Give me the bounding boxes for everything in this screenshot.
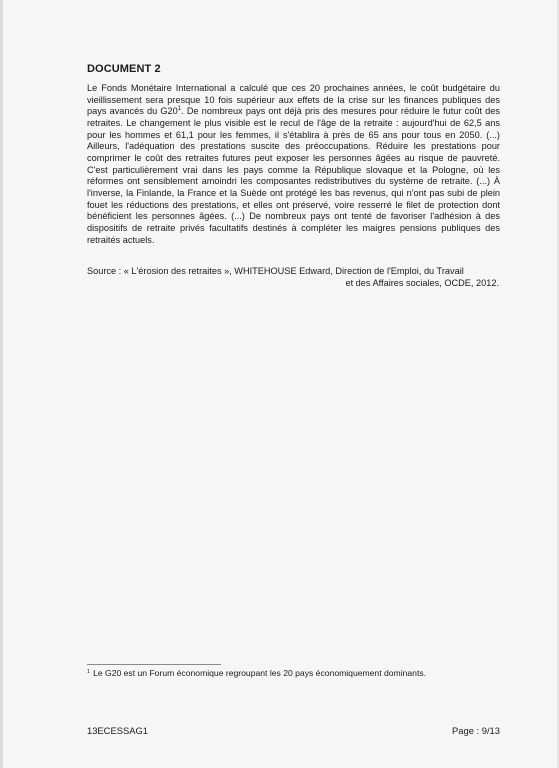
footnote-text: Le G20 est un Forum économique regroupant les 20 pays économiquement dominants.: [93, 668, 427, 678]
footer-document-code: 13ECESSAG1: [87, 725, 148, 736]
footnote-separator: [87, 664, 221, 665]
document-title: DOCUMENT 2: [87, 63, 161, 75]
footer-page-number: Page : 9/13: [452, 725, 500, 736]
source-line-2: et des Affaires sociales, OCDE, 2012.: [345, 277, 499, 288]
footnote: [87, 667, 500, 679]
document-paragraph: [87, 83, 500, 246]
footnote-reference: 1: [177, 106, 182, 113]
paragraph-text-part2: . De nombreux pays ont déjà pris des mesures pour réduire le futur coût des retraites. Le changement le plus visible est le recul de l'âge de la retraite : aujourd'hui de 62,5 ans pour les hommes et 61,1 pour les femmes, il s'établira à près de 65 ans pour tous en 2050. (...) Ailleurs, l'adéquation des prestations suscite des préoccupations. Réduire les prestations pour comprimer le coût des retraites futures peut exposer les personnes âgées au risque de pauvreté. C'est particulièrement vrai dans les pays comme la République slovaque et la Pologne, où les réformes ont sensiblement amoindri les composantes redistributives du système de retraite. (...) À l'inverse, la Finlande, la France et la Suède ont protégé les bas revenus, qui n'ont pas subi de plein fouet les réductions des prestations, et elles ont préservé, voire resserré le filet de protection dont bénéficient les personnes âgées. (...) De nombreux pays ont tenté de favoriser l'adhésion à des dispositifs de retraite privés facultatifs destinés à compléter les maigres pensions publiques des retraités actuels.: [87, 106, 501, 245]
source-citation: [87, 266, 500, 289]
source-line-1: Source : « L'érosion des retraites », WHITEHOUSE Edward, Direction de l'Emploi, du Travail: [87, 266, 464, 276]
paragraph-text-part1: Le Fonds Monétaire International a calculé que ces 20 prochaines années, le coût budgétaire du vieillissement sera presque 10 fois supérieur aux effets de la crise sur les finances publiques des pays avancés du G20: [87, 83, 500, 117]
footnote-number: 1: [87, 669, 91, 675]
